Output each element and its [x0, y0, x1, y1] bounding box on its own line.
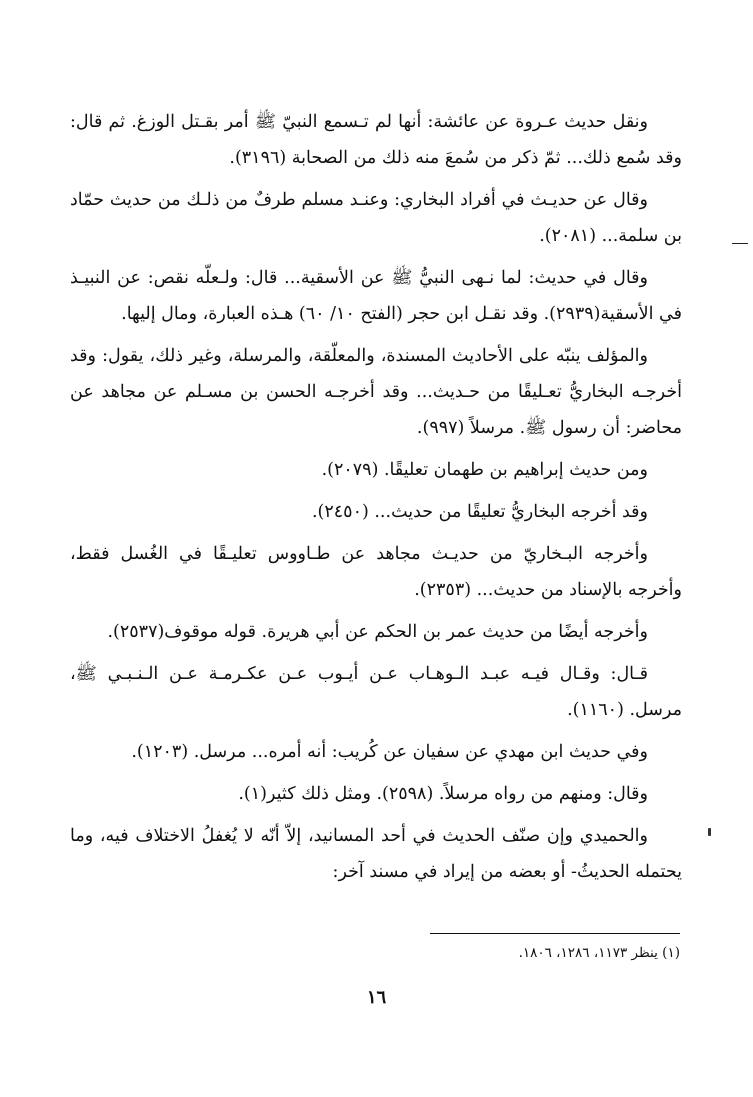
- paragraph-2: وقال عن حديـث في أفراد البخاري: وعنـد مسلم طرفٌ من ذلـك من حديث حمّاد بن سلمة... (٢٠٨١).: [70, 190, 682, 246]
- paragraph-7: وأخرجه البـخاريّ من حديـث مجاهد عن طـاووس تعليـقًا في الغُسل فقط، وأخرجه بالإسناد من حديث... (٢٣٥٣).: [70, 544, 682, 600]
- ink-speck: [708, 828, 711, 836]
- main-text: [70, 104, 682, 896]
- footnote: (١) ينظر ١١٧٣، ١٢٨٦، ١٨٠٦.: [518, 945, 680, 961]
- margin-mark: [732, 243, 748, 244]
- footnote-divider: [430, 933, 680, 934]
- paragraph-11: وقال: ومنهم من رواه مرسلاً. (٢٥٩٨). ومثل ذلك كثير(١).: [238, 784, 648, 804]
- paragraph-3: وقال في حديث: لما نـهى النبيُّ ﷺ عن الأسقية... قال: ولـعلّه نقص: عن النبيـذ في الأسقية(٢٩٣٩). وقد نقـل ابن حجر (الفتح ١٠/ ٦٠) هـذه العبارة، ومال إليها.: [70, 268, 682, 324]
- paragraph-12: والحميدي وإن صنّف الحديث في أحد المسانيد، إلاّ أنّه لا يُغفلُ الاختلاف فيه، وما يحتمله الحديثُ- أو بعضه من إيراد في مسند آخر:: [70, 826, 682, 882]
- paragraph-1: ونقل حديث عـروة عن عائشة: أنها لم تـسمع النبيّ ﷺ أمر بقـتل الوزغ. ثم قال: وقد سُمع ذلك... ثمّ ذكر من سُمعَ منه ذلك من الصحابة (٣١٩٦).: [70, 112, 682, 168]
- paragraph-4: والمؤلف ينبّه على الأحاديث المسندة، والمعلّقة، والمرسلة، وغير ذلك، يقول: وقد أخرجـه البخاريُّ تعـليقًا من حـديث... وقد أخرجـه الحسن بن مسـلم عن مجاهد عن محاضر: أن رسول ﷺ. مرسلاً (٩٩٧).: [70, 346, 682, 438]
- paragraph-6: وقد أخرجه البخاريُّ تعليقًا من حديث... (٢٤٥٠).: [311, 502, 648, 522]
- page-number: ١٦: [366, 987, 387, 1008]
- paragraph-5: ومن حديث إبراهيم بن طهمان تعليقًا. (٢٠٧٩).: [321, 460, 648, 480]
- paragraph-9: قـال: وقـال فيـه عبـد الـوهـاب عـن أيـوب عـن عكـرمـة عـن الـنـبـي ﷺ، مرسل. (١١٦٠).: [70, 664, 682, 720]
- paragraph-10: وفي حديث ابن مهدي عن سفيان عن كُريب: أنه أمره... مرسل. (١٢٠٣).: [131, 742, 648, 762]
- paragraph-8: وأخرجه أيضًا من حديث عمر بن الحكم عن أبي هريرة. قوله موقوف(٢٥٣٧).: [107, 622, 648, 642]
